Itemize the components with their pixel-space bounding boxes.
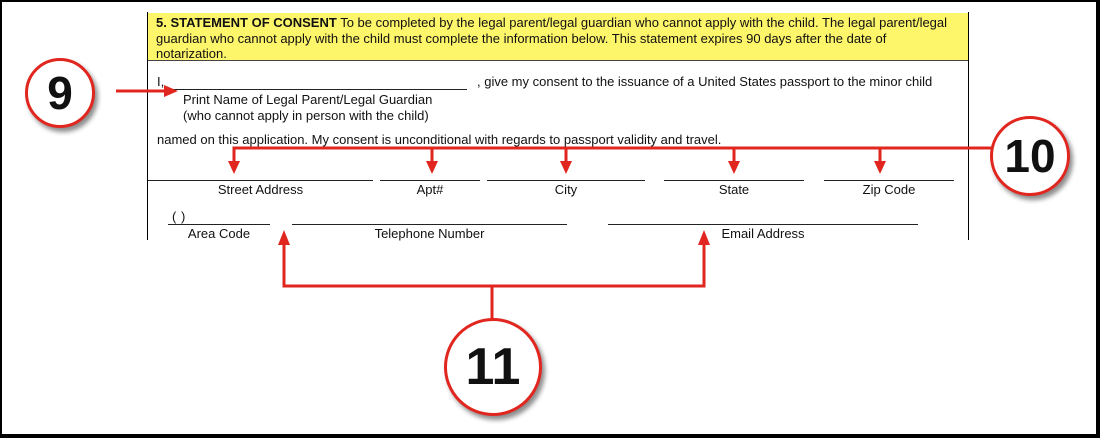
arrow-11-email-head [698, 230, 710, 245]
arrow-10-apt-head [426, 161, 438, 174]
street-address-label: Street Address [217, 182, 304, 197]
arrow-11-telephone-head [278, 230, 290, 245]
zip-code-label: Zip Code [862, 182, 916, 197]
state-label: State [718, 182, 750, 197]
telephone-label: Telephone Number [374, 226, 485, 241]
arrow-10-city-head [560, 161, 572, 174]
parent-name-sublabel: (who cannot apply in person with the child) [183, 108, 429, 123]
arrow-10-state-head [728, 161, 740, 174]
callout-number-11: 11 [465, 338, 521, 396]
callout-badge-10 [990, 116, 1070, 196]
arrow-11-bracket [284, 244, 704, 286]
area-code-label: Area Code [187, 226, 251, 241]
callout-number-9: 9 [47, 67, 73, 119]
callout-badge-9 [25, 58, 95, 128]
section-title: 5. STATEMENT OF CONSENT [156, 15, 337, 30]
parent-name-label: Print Name of Legal Parent/Legal Guardian [183, 92, 433, 107]
arrow-10-main-line [234, 148, 992, 163]
arrow-10-zip-head [874, 161, 886, 174]
city-label: City [554, 182, 578, 197]
section-intro: To be completed by the legal parent/legal guardian who cannot apply with the child. The legal parent/legal guardian who cannot apply with the child must complete the information below. This statement expires 90 days after the date of notarization. [156, 15, 948, 61]
callout-number-10: 10 [1004, 130, 1056, 182]
consent-prefix: I, [157, 74, 165, 89]
consent-statement: , give my consent to the issuance of a United States passport to the minor child [477, 74, 933, 89]
apt-label: Apt# [416, 182, 444, 197]
arrow-10-street-head [228, 161, 240, 174]
area-code-mask: ( ) [172, 209, 186, 224]
callout-badge-11 [444, 318, 542, 416]
consent-continuation: named on this application. My consent is unconditional with regards to passport validity and travel. [157, 132, 722, 147]
arrow-9-head [164, 85, 178, 97]
email-label: Email Address [721, 226, 805, 241]
